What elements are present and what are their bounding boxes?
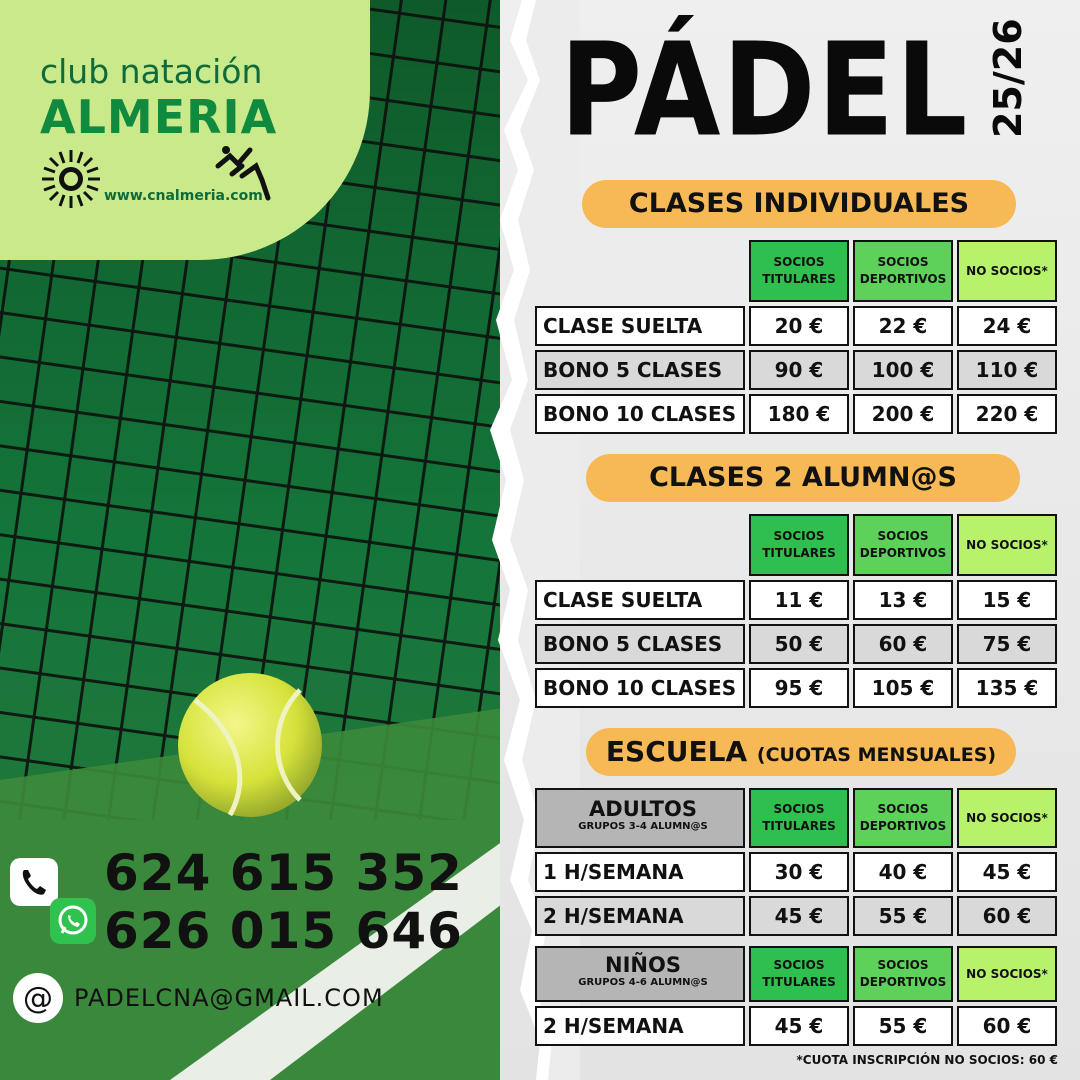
tennis-ball [178,673,322,817]
price-cell: 135 € [957,668,1057,708]
phone-number-1[interactable]: 624 615 352 [104,844,463,902]
price-cell: 110 € [957,350,1057,390]
table-row [535,580,1057,620]
email-address[interactable]: PADELCNA@GMAIL.COM [74,984,384,1012]
group-kids [535,946,745,1002]
price-cell: 20 € [749,306,849,346]
table-kids [531,942,1061,1050]
price-cell: 60 € [957,896,1057,936]
row-label: BONO 10 CLASES [535,668,745,708]
email-at-icon[interactable] [12,972,64,1024]
row-label: 1 H/SEMANA [535,852,745,892]
row-label: CLASE SUELTA [535,580,745,620]
section-title-individual: CLASES INDIVIDUALES [582,180,1016,228]
school-title: ESCUELA [605,735,748,768]
table-individual [531,236,1061,438]
group-subtitle: GRUPOS 4-6 ALUMN@S [578,977,708,988]
price-cell: 180 € [749,394,849,434]
header-no-socios: NO SOCIOS* [957,240,1057,302]
header-empty [535,240,745,302]
price-cell: 220 € [957,394,1057,434]
price-cell: 55 € [853,1006,953,1046]
table-two-students [531,510,1061,712]
logo-almeria-text: ALMERIA [40,90,278,144]
table-adults [531,784,1061,940]
group-title: ADULTOS [589,797,697,821]
price-cell: 45 € [957,852,1057,892]
table-row [535,306,1057,346]
price-cell: 11 € [749,580,849,620]
price-cell: 90 € [749,350,849,390]
header-empty [535,514,745,576]
row-label: 2 H/SEMANA [535,1006,745,1046]
svg-text:@: @ [23,981,53,1016]
header-socios-deportivos: SOCIOS DEPORTIVOS [853,514,953,576]
header-no-socios: NO SOCIOS* [957,788,1057,848]
phone-icon[interactable] [10,858,58,906]
header-socios-deportivos: SOCIOS DEPORTIVOS [853,240,953,302]
header-no-socios: NO SOCIOS* [957,514,1057,576]
group-adults [535,788,745,848]
price-cell: 75 € [957,624,1057,664]
header-socios-deportivos: SOCIOS DEPORTIVOS [853,946,953,1002]
header-socios-deportivos: SOCIOS DEPORTIVOS [853,788,953,848]
table-row [535,896,1057,936]
header-socios-titulares: SOCIOS TITULARES [749,240,849,302]
table-row [535,668,1057,708]
price-cell: 24 € [957,306,1057,346]
price-cell: 60 € [957,1006,1057,1046]
price-cell: 30 € [749,852,849,892]
section-title-school [586,728,1016,776]
group-subtitle: GRUPOS 3-4 ALUMN@S [578,821,708,832]
price-cell: 100 € [853,350,953,390]
price-cell: 22 € [853,306,953,346]
logo-club-text: club natación [40,52,263,91]
school-subtitle: (CUOTAS MENSUALES) [756,744,997,766]
table-row [535,852,1057,892]
table-row [535,350,1057,390]
price-cell: 15 € [957,580,1057,620]
price-cell: 40 € [853,852,953,892]
row-label: BONO 10 CLASES [535,394,745,434]
row-label: BONO 5 CLASES [535,624,745,664]
phone-number-2[interactable]: 626 015 646 [104,902,463,960]
price-cell: 45 € [749,1006,849,1046]
row-label: BONO 5 CLASES [535,350,745,390]
header-no-socios: NO SOCIOS* [957,946,1057,1002]
row-label: CLASE SUELTA [535,306,745,346]
footnote: *CUOTA INSCRIPCIÓN NO SOCIOS: 60 € [796,1053,1058,1067]
header-socios-titulares: SOCIOS TITULARES [749,788,849,848]
price-cell: 200 € [853,394,953,434]
price-cell: 45 € [749,896,849,936]
page-title: PÁDEL [560,16,970,166]
row-label: 2 H/SEMANA [535,896,745,936]
price-cell: 105 € [853,668,953,708]
season-label: 25/26 [986,18,1030,138]
price-cell: 55 € [853,896,953,936]
table-row [535,1006,1057,1046]
header-socios-titulares: SOCIOS TITULARES [749,946,849,1002]
table-row [535,394,1057,434]
sun-emblem-icon [40,148,102,210]
price-cell: 60 € [853,624,953,664]
whatsapp-icon[interactable] [50,898,96,944]
group-title: NIÑOS [605,953,681,977]
price-cell: 95 € [749,668,849,708]
price-cell: 50 € [749,624,849,664]
table-row [535,624,1057,664]
price-cell: 13 € [853,580,953,620]
header-socios-titulares: SOCIOS TITULARES [749,514,849,576]
section-title-two-students: CLASES 2 ALUMN@S [586,454,1020,502]
logo-url[interactable]: www.cnalmeria.com [104,188,263,204]
